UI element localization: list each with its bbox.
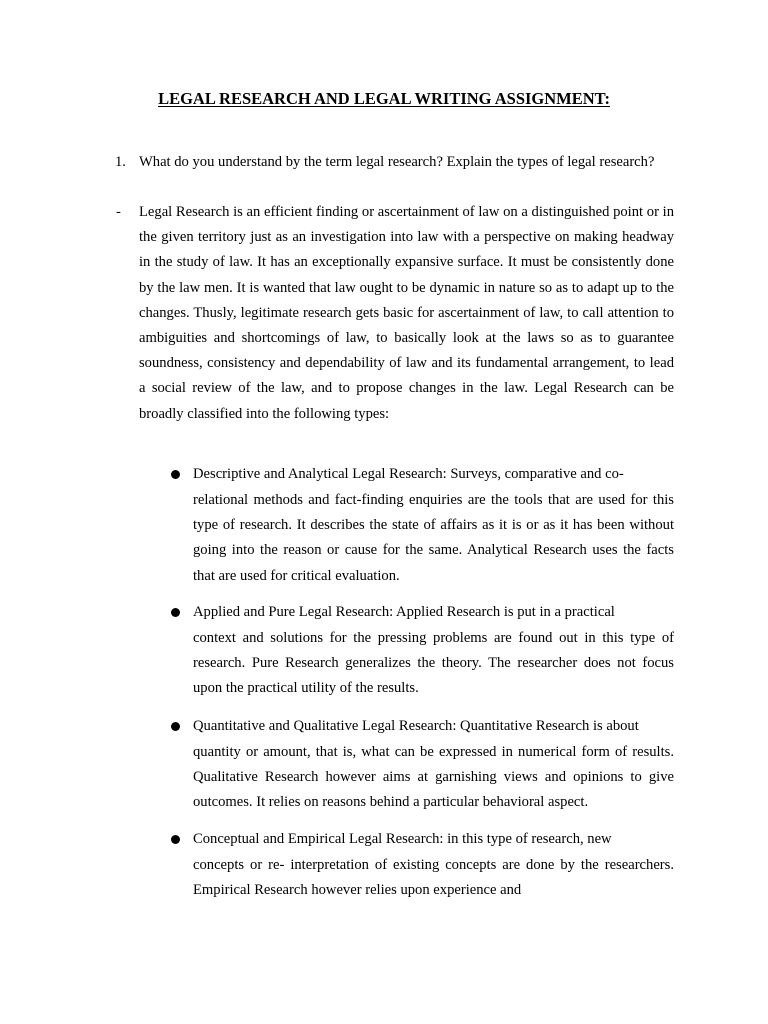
question-number: 1. bbox=[115, 154, 126, 170]
bullet-icon bbox=[171, 470, 180, 479]
document-title: LEGAL RESEARCH AND LEGAL WRITING ASSIGNMENT: bbox=[158, 89, 610, 108]
bullet-icon bbox=[171, 722, 180, 731]
list-item-text bbox=[193, 598, 674, 702]
list-item-first-line: Applied and Pure Legal Research: Applied Research is put in a practical bbox=[193, 604, 615, 620]
question-text: What do you understand by the term legal research? Explain the types of legal research? bbox=[139, 154, 655, 170]
list-item-continuation: concepts or re- interpretation of existing concepts are done by the researchers. Empirical Research however relies upon experience and bbox=[193, 857, 674, 899]
bullet-icon bbox=[171, 835, 180, 844]
list-item-first-line: Conceptual and Empirical Legal Research: in this type of research, new bbox=[193, 831, 612, 847]
answer-dash: - bbox=[116, 204, 121, 220]
list-item-text bbox=[193, 460, 674, 589]
list-item-continuation: relational methods and fact-finding enquiries are the tools that are used for this type of research. It describes the state of affairs as it is or as it has been without going into the reason or cause for the same. Analytical Research uses the facts that are used for critical evaluation. bbox=[193, 492, 674, 584]
list-item-continuation: context and solutions for the pressing problems are found out in this type of research. Pure Research generalizes the theory. The researcher does not focus upon the practical utility of the results. bbox=[193, 630, 674, 697]
list-item-first-line: Descriptive and Analytical Legal Research: Surveys, comparative and co- bbox=[193, 466, 624, 482]
bullet-icon bbox=[171, 608, 180, 617]
list-item-first-line: Quantitative and Qualitative Legal Research: Quantitative Research is about bbox=[193, 718, 639, 734]
list-item-text bbox=[193, 825, 674, 903]
list-item-text bbox=[193, 712, 674, 816]
list-item-continuation: quantity or amount, that is, what can be expressed in numerical form of results. Qualitative Research however aims at garnishing views and opinions to give outcomes. It relies on reasons behind a particular behavioral aspect. bbox=[193, 744, 674, 811]
answer-paragraph: Legal Research is an efficient finding or ascertainment of law on a distinguished point or in the given territory just as an investigation into law with a perspective on making headway in the study of law. It has an exceptionally expansive surface. It must be consistently done by the law men. It is wanted that law ought to be dynamic in nature so as to adapt up to the changes. Thusly, legitimate research gets basic for ascertainment of law, to call attention to ambiguities and shortcomings of law, to basically look at the laws so as to guarantee soundness, consistency and dependability of law and its fundamental arrangement, to lead a social review of the law, and to propose changes in the law. Legal Research can be broadly classified into the following types: bbox=[139, 204, 674, 422]
